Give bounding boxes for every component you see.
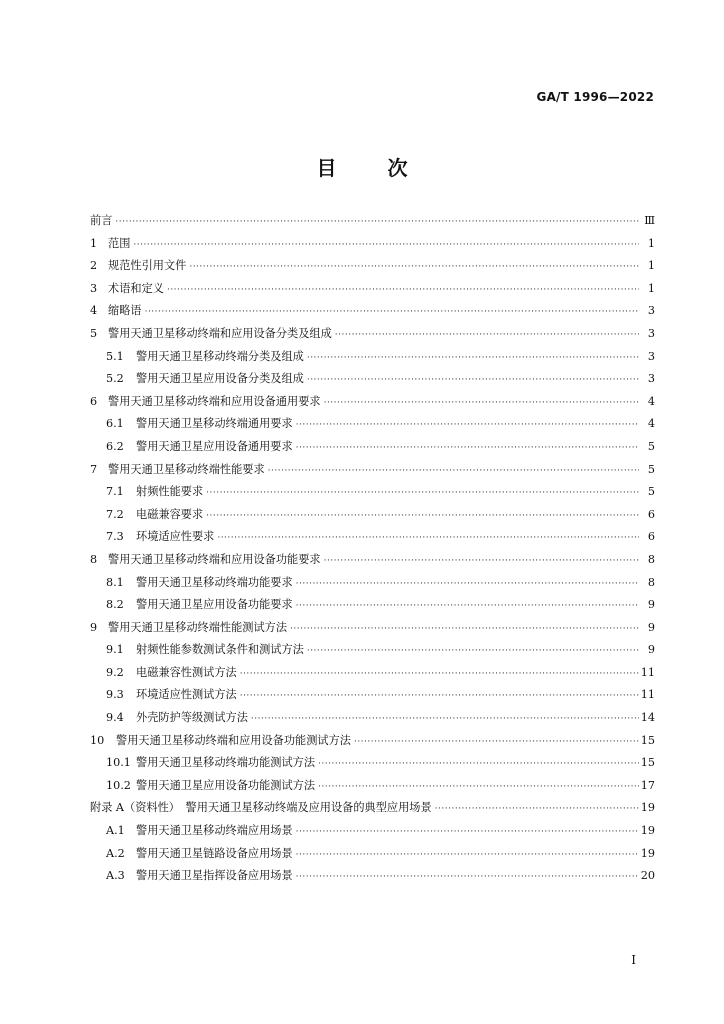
toc-dot-leader xyxy=(145,301,639,324)
toc-entry[interactable] xyxy=(90,639,655,662)
toc-entry[interactable] xyxy=(90,481,655,504)
toc-entry-label: 射频性能参数测试条件和测试方法 xyxy=(136,643,304,657)
title-char-1: 目 xyxy=(316,156,337,180)
toc-entry-label: 警用天通卫星移动终端应用场景 xyxy=(136,824,293,838)
toc-entry-page: 1 xyxy=(647,259,655,273)
toc-entry-label: 外壳防护等级测试方法 xyxy=(136,711,248,725)
toc-entry[interactable] xyxy=(90,662,655,685)
toc-entry-page: 19 xyxy=(640,824,655,838)
toc-dot-leader xyxy=(318,753,639,776)
toc-entry[interactable] xyxy=(90,707,655,730)
toc-entry-number: 6.1 xyxy=(106,417,124,431)
toc-entry-page: 3 xyxy=(647,326,655,340)
toc-entry[interactable] xyxy=(90,413,655,436)
toc-dot-leader xyxy=(133,234,639,257)
toc-entry-number: 10.1 xyxy=(106,756,131,770)
toc-entry-number: 8.1 xyxy=(106,575,124,589)
toc-entry-page: 14 xyxy=(640,711,655,725)
toc-entry[interactable] xyxy=(90,843,655,866)
toc-dot-leader xyxy=(217,527,639,550)
toc-entry-label: 警用天通卫星移动终端功能要求 xyxy=(136,575,293,589)
toc-dot-leader xyxy=(335,324,639,347)
toc-entry-page: 15 xyxy=(640,733,655,747)
toc-entry-label: 警用天通卫星移动终端和应用设备分类及组成 xyxy=(108,326,332,340)
toc-entry-number: A.2 xyxy=(106,846,125,860)
toc-dot-leader xyxy=(324,392,639,415)
toc-entry-number: 7 xyxy=(90,462,98,476)
toc-entry-page: 6 xyxy=(647,507,655,521)
toc-entry-label: 警用天通卫星移动终端和应用设备功能要求 xyxy=(108,552,321,566)
toc-entry-number: 9.1 xyxy=(106,643,124,657)
toc-entry-label: 术语和定义 xyxy=(108,281,164,295)
toc-entry-label: 警用天通卫星链路设备应用场景 xyxy=(136,846,293,860)
toc-entry[interactable] xyxy=(90,549,655,572)
toc-entry[interactable] xyxy=(90,594,655,617)
toc-entry-number: 8 xyxy=(90,552,98,566)
toc-entry-label: 射频性能要求 xyxy=(136,485,204,499)
toc-dot-leader xyxy=(240,685,639,708)
toc-entry-label: 电磁兼容性测试方法 xyxy=(136,665,237,679)
toc-entry[interactable] xyxy=(90,730,655,753)
toc-entry-number: 8.2 xyxy=(106,598,124,612)
toc-entry-number: 7.2 xyxy=(106,507,124,521)
toc-entry-page: 4 xyxy=(647,394,655,408)
toc-entry[interactable] xyxy=(90,300,655,323)
table-of-contents xyxy=(90,210,655,888)
toc-entry-number: 4 xyxy=(90,304,98,318)
toc-entry-page: 15 xyxy=(640,756,655,770)
toc-entry-label: 范围 xyxy=(108,236,131,250)
toc-dot-leader xyxy=(354,731,639,754)
toc-entry-number: 6.2 xyxy=(106,439,124,453)
toc-entry-page: 5 xyxy=(647,462,655,476)
toc-entry-label: 警用天通卫星移动终端性能测试方法 xyxy=(108,620,288,634)
toc-entry-page: 5 xyxy=(647,439,655,453)
toc-dot-leader xyxy=(251,708,639,731)
toc-dot-leader xyxy=(296,844,639,867)
toc-entry-number: 10 xyxy=(90,733,105,747)
toc-entry-label: 缩略语 xyxy=(108,304,142,318)
toc-entry[interactable] xyxy=(90,865,655,888)
toc-entry-number: 10.2 xyxy=(106,778,131,792)
toc-entry-label: 附录 A（资料性） 警用天通卫星移动终端及应用设备的典型应用场景 xyxy=(90,801,432,815)
toc-entry-page: 1 xyxy=(647,236,655,250)
toc-entry-number: 9.3 xyxy=(106,688,124,702)
toc-entry[interactable] xyxy=(90,684,655,707)
toc-entry-label: 警用天通卫星移动终端分类及组成 xyxy=(136,349,304,363)
toc-entry-page: 9 xyxy=(647,643,655,657)
toc-dot-leader xyxy=(296,414,639,437)
page-title xyxy=(0,152,724,181)
toc-entry-page: Ⅲ xyxy=(644,214,655,227)
toc-entry-label: 警用天通卫星移动终端通用要求 xyxy=(136,417,293,431)
toc-entry-page: 8 xyxy=(647,575,655,589)
toc-entry[interactable] xyxy=(90,797,655,820)
toc-dot-leader xyxy=(206,482,639,505)
toc-dot-leader xyxy=(324,550,639,573)
toc-entry-number: 9 xyxy=(90,620,98,634)
toc-dot-leader xyxy=(240,663,639,686)
toc-entry-page: 19 xyxy=(640,801,655,815)
standard-code: GA/T 1996—2022 xyxy=(536,90,654,104)
toc-entry-label: 警用天通卫星移动终端性能要求 xyxy=(108,462,265,476)
toc-dot-leader xyxy=(435,798,639,821)
toc-entry[interactable] xyxy=(90,346,655,369)
toc-entry-label: 前言 xyxy=(90,214,113,227)
toc-dot-leader xyxy=(268,460,639,483)
toc-entry[interactable] xyxy=(90,255,655,278)
toc-entry-label: 环境适应性要求 xyxy=(136,530,215,544)
toc-entry-label: 环境适应性测试方法 xyxy=(136,688,237,702)
toc-entry-page: 3 xyxy=(647,349,655,363)
toc-entry-page: 19 xyxy=(640,846,655,860)
toc-entry[interactable] xyxy=(90,278,655,301)
toc-entry-page: 6 xyxy=(647,530,655,544)
toc-dot-leader xyxy=(296,437,639,460)
toc-entry-page: 11 xyxy=(640,688,655,702)
toc-dot-leader xyxy=(307,640,639,663)
toc-entry-label: 警用天通卫星应用设备功能测试方法 xyxy=(136,778,316,792)
toc-entry-label: 规范性引用文件 xyxy=(108,259,187,273)
toc-entry[interactable] xyxy=(90,210,655,233)
toc-dot-leader xyxy=(167,279,639,302)
toc-entry-page: 9 xyxy=(647,620,655,634)
toc-entry-number: 9.4 xyxy=(106,711,124,725)
toc-entry-number: A.3 xyxy=(106,869,125,883)
toc-entry-page: 17 xyxy=(640,778,655,792)
toc-dot-leader xyxy=(307,369,639,392)
toc-entry-number: 5 xyxy=(90,326,98,340)
toc-entry[interactable] xyxy=(90,752,655,775)
toc-entry-label: 警用天通卫星应用设备分类及组成 xyxy=(136,372,304,386)
toc-entry[interactable] xyxy=(90,436,655,459)
toc-entry[interactable] xyxy=(90,504,655,527)
toc-entry-label: 警用天通卫星移动终端和应用设备功能测试方法 xyxy=(116,733,351,747)
toc-dot-leader xyxy=(318,776,639,799)
toc-dot-leader xyxy=(296,595,639,618)
toc-entry-number: 2 xyxy=(90,259,98,273)
toc-entry[interactable] xyxy=(90,323,655,346)
toc-entry-label: 警用天通卫星移动终端功能测试方法 xyxy=(136,756,316,770)
toc-entry-number: 9.2 xyxy=(106,665,124,679)
toc-dot-leader xyxy=(296,821,639,844)
toc-entry[interactable] xyxy=(90,526,655,549)
toc-entry[interactable] xyxy=(90,391,655,414)
toc-entry[interactable] xyxy=(90,617,655,640)
toc-entry-label: 警用天通卫星应用设备通用要求 xyxy=(136,439,293,453)
toc-entry-page: 1 xyxy=(647,281,655,295)
toc-entry-label: 电磁兼容要求 xyxy=(136,507,204,521)
toc-dot-leader xyxy=(115,211,639,234)
title-char-2: 次 xyxy=(387,156,408,180)
toc-entry[interactable] xyxy=(90,775,655,798)
toc-entry-page: 20 xyxy=(640,869,655,883)
toc-dot-leader xyxy=(206,505,639,528)
toc-entry-label: 警用天通卫星指挥设备应用场景 xyxy=(136,869,293,883)
toc-entry-page: 4 xyxy=(647,417,655,431)
toc-entry-number: 7.3 xyxy=(106,530,124,544)
toc-entry[interactable] xyxy=(90,820,655,843)
toc-entry-page: 3 xyxy=(647,304,655,318)
toc-entry[interactable] xyxy=(90,459,655,482)
toc-entry-number: 5.1 xyxy=(106,349,124,363)
toc-dot-leader xyxy=(307,347,639,370)
toc-entry-page: 9 xyxy=(647,598,655,612)
toc-entry-number: 7.1 xyxy=(106,485,124,499)
toc-entry-number: 1 xyxy=(90,236,98,250)
toc-dot-leader xyxy=(296,573,639,596)
toc-entry-page: 3 xyxy=(647,372,655,386)
toc-entry-number: 5.2 xyxy=(106,372,124,386)
toc-entry-label: 警用天通卫星应用设备功能要求 xyxy=(136,598,293,612)
toc-entry-number: 3 xyxy=(90,281,98,295)
toc-entry-page: 11 xyxy=(640,665,655,679)
toc-entry-label: 警用天通卫星移动终端和应用设备通用要求 xyxy=(108,394,321,408)
toc-entry[interactable] xyxy=(90,572,655,595)
toc-dot-leader xyxy=(296,866,639,889)
toc-entry-page: 8 xyxy=(647,552,655,566)
toc-entry-number: 6 xyxy=(90,394,98,408)
toc-entry-number: A.1 xyxy=(106,824,125,838)
toc-entry[interactable] xyxy=(90,233,655,256)
toc-entry[interactable] xyxy=(90,368,655,391)
toc-entry-page: 5 xyxy=(647,485,655,499)
toc-dot-leader xyxy=(290,618,639,641)
page-number: I xyxy=(631,953,636,967)
toc-dot-leader xyxy=(189,256,639,279)
